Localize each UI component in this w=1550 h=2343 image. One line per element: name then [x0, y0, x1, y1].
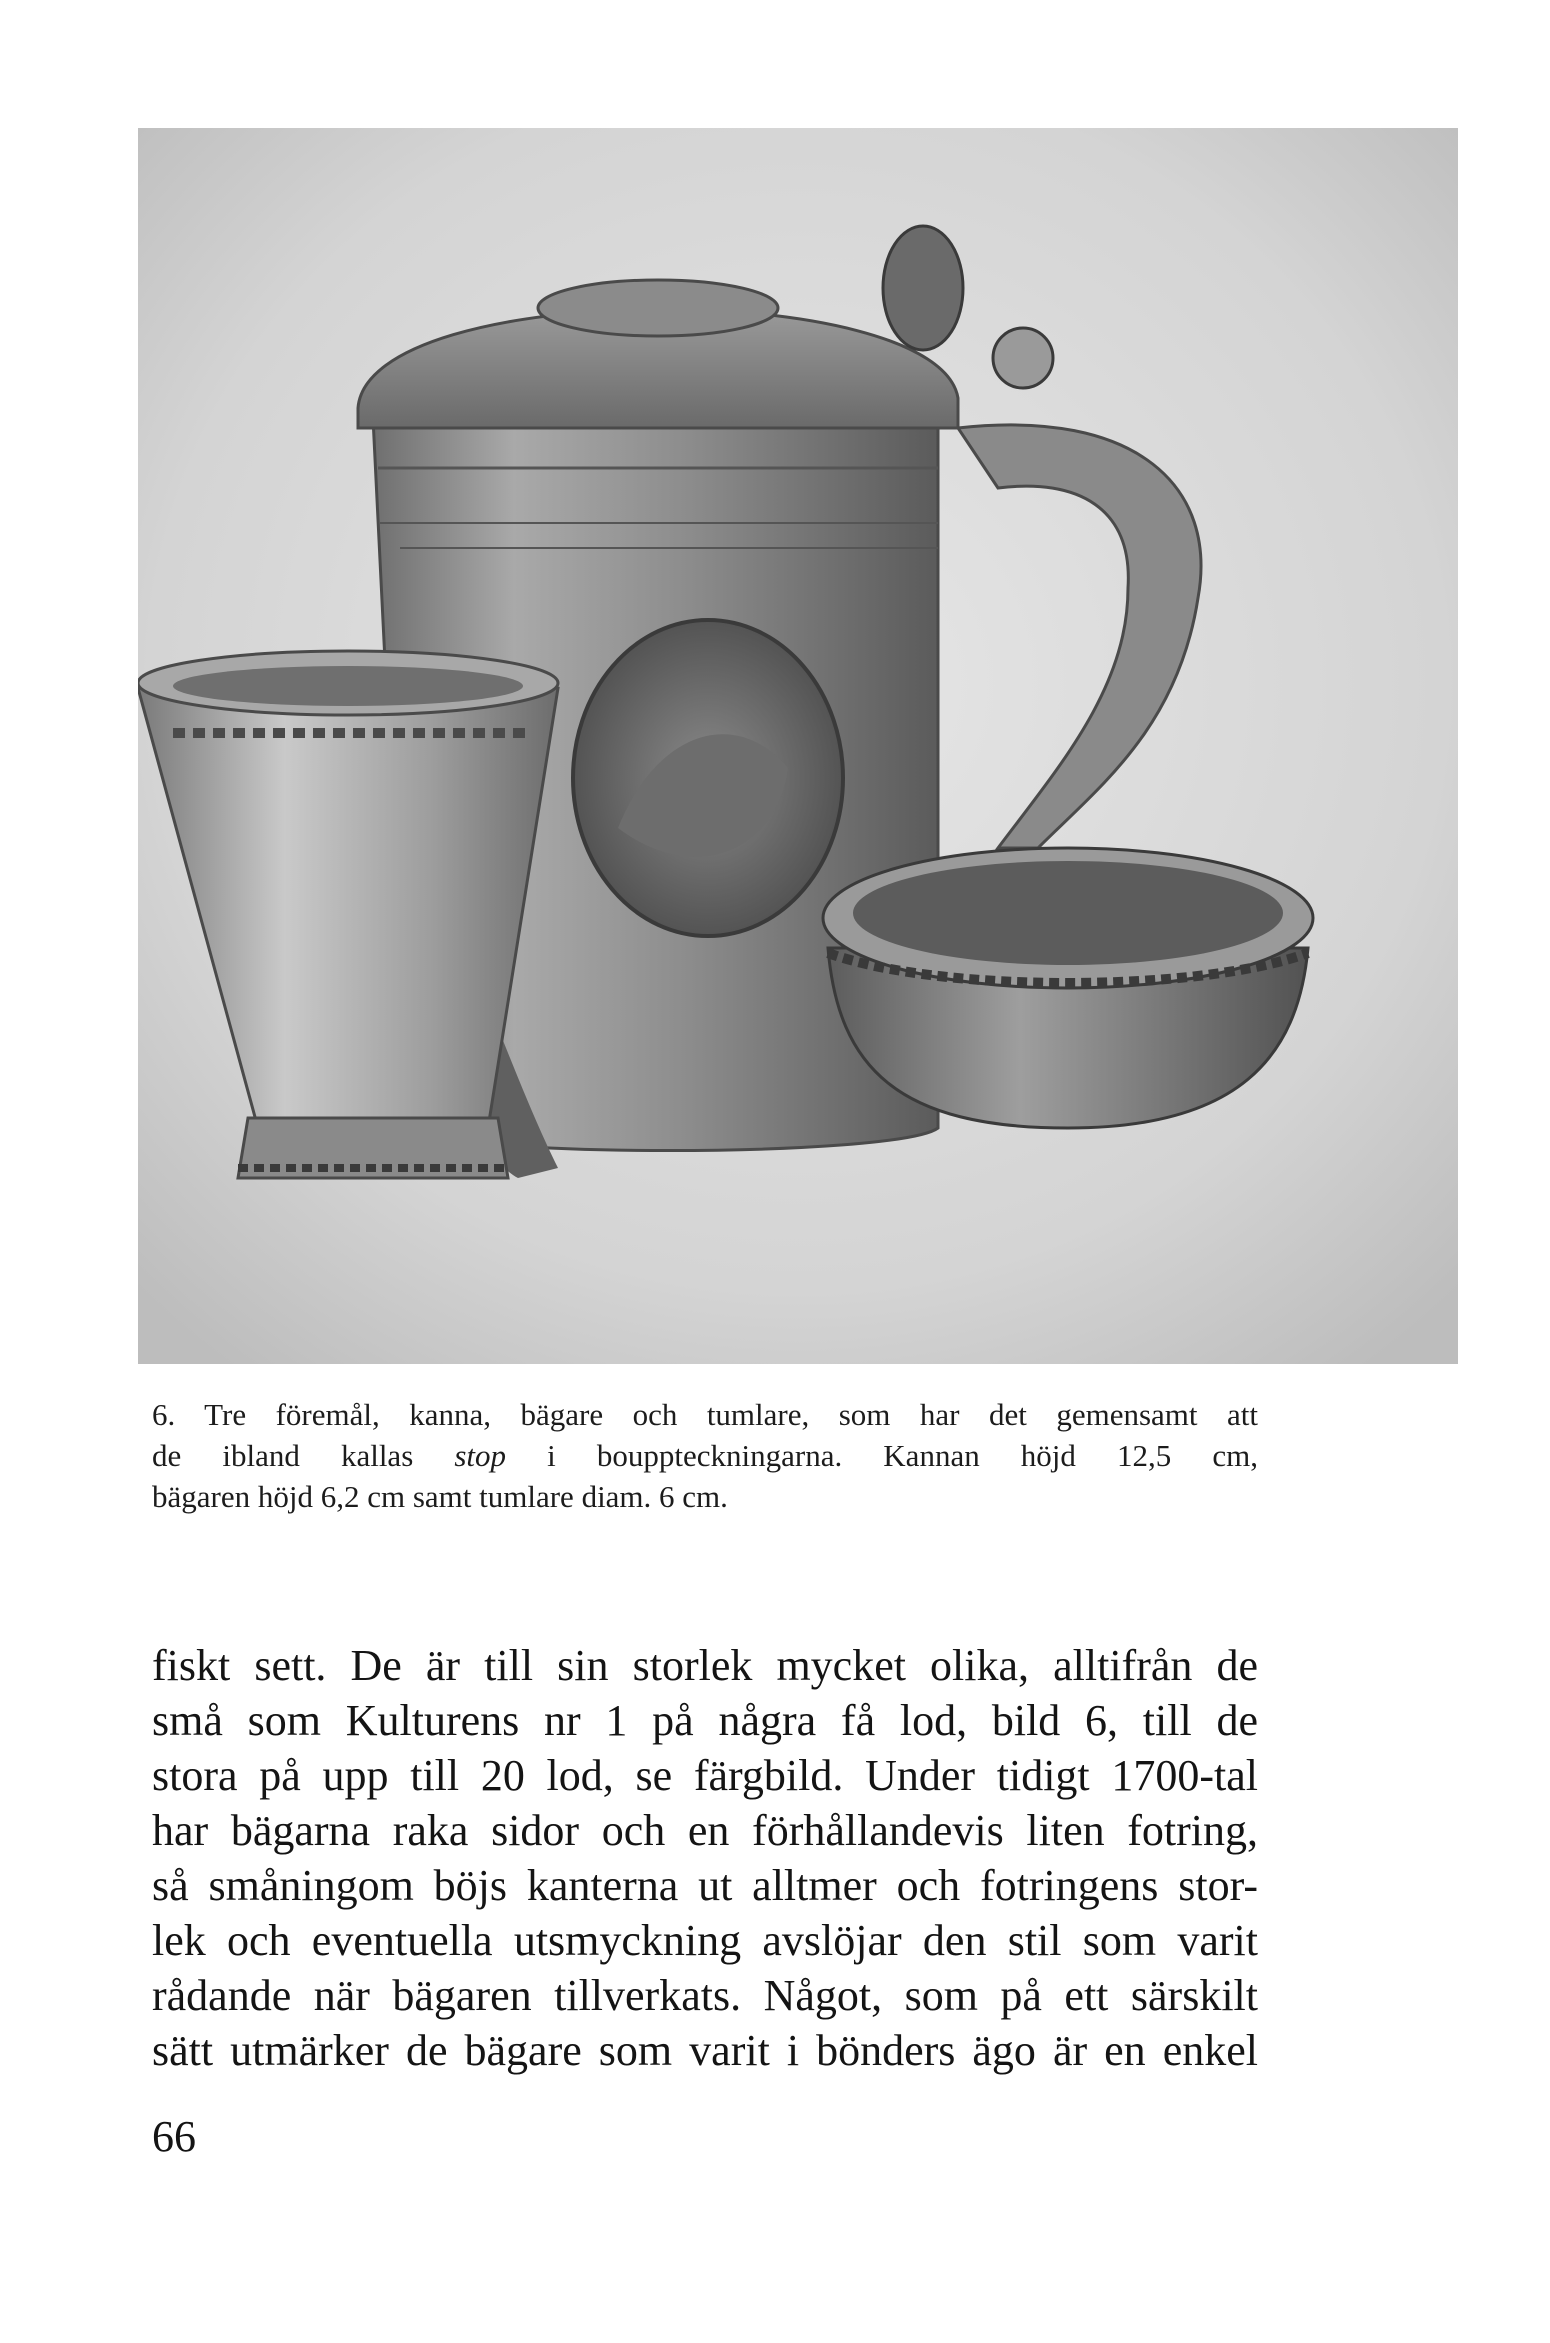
body-line: så småningom böjs kanterna ut alltmer och fotringens stor-: [152, 1861, 1258, 1910]
body-line: små som Kulturens nr 1 på några få lod, bild 6, till de: [152, 1696, 1258, 1745]
page-number: 66: [152, 2112, 196, 2161]
body-line: har bägarna raka sidor och en förhållandevis liten fotring,: [152, 1806, 1258, 1855]
caption-line: [152, 1435, 1258, 1476]
body-line: stora på upp till 20 lod, se färgbild. Under tidigt 1700-tal: [152, 1751, 1258, 1800]
caption-line: bägaren höjd 6,2 cm samt tumlare diam. 6 cm.: [152, 1479, 728, 1514]
body-line: lek och eventuella utsmyckning avslöjar den stil som varit: [152, 1916, 1258, 1965]
body-paragraph: [152, 1638, 1258, 2078]
body-line: rådande när bägaren tillverkats. Något, som på ett särskilt: [152, 1971, 1258, 2020]
caption-text: i bouppteckningarna. Kannan höjd 12,5 cm,: [506, 1438, 1258, 1473]
photograph-silver-objects: [138, 128, 1458, 1364]
body-line: fiskt sett. De är till sin storlek mycket olika, alltifrån de: [152, 1641, 1258, 1690]
figure-caption: [152, 1394, 1258, 1517]
caption-italic-term: stop: [454, 1438, 507, 1473]
caption-text: de ibland kallas: [152, 1438, 455, 1473]
caption-line: 6. Tre föremål, kanna, bägare och tumlare, som har det gemensamt att: [152, 1397, 1258, 1432]
body-line: sätt utmärker de bägare som varit i bönders ägo är en enkel: [152, 2026, 1258, 2075]
